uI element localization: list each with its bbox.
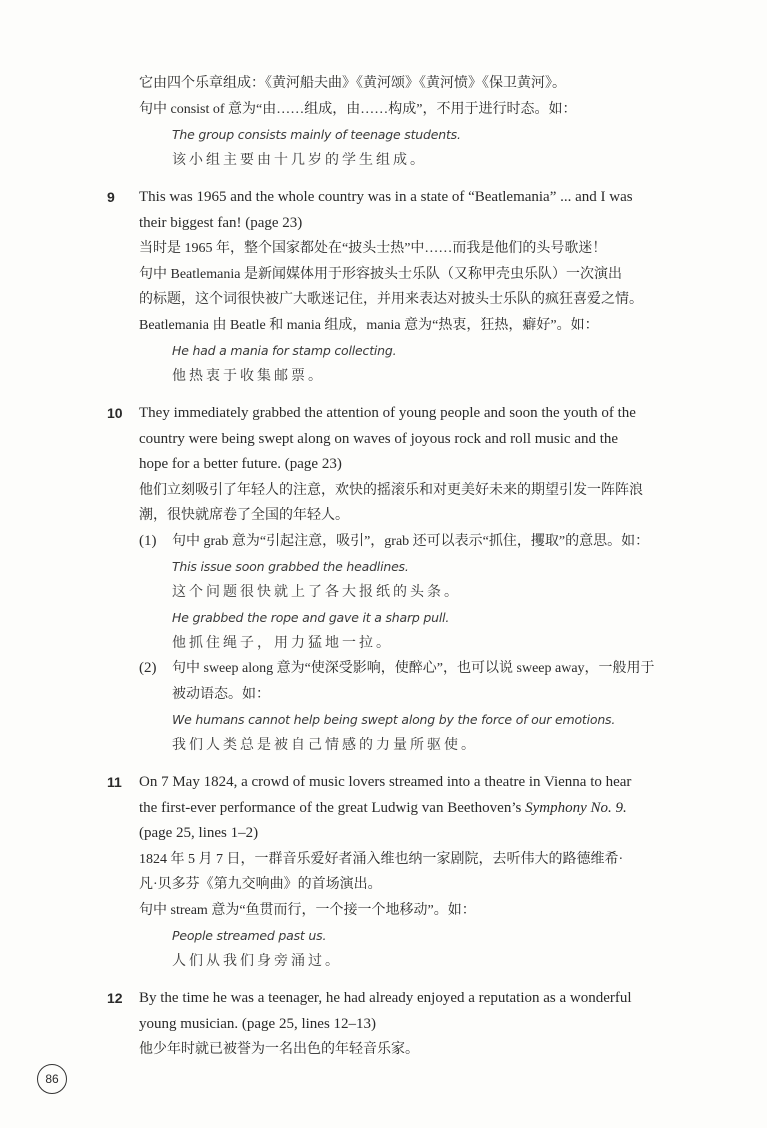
text-line: 他们立刻吸引了年轻人的注意，欢快的摇滚乐和对更美好未来的期望引发一阵阵浪 [139, 482, 643, 498]
example-en: The group consists mainly of teenage students. [172, 127, 461, 142]
text-line: the first-ever performance of the great Ludwig van Beethoven’s Symphony No. 9. [139, 799, 627, 816]
text-line: hope for a better future. (page 23) [139, 456, 342, 472]
item-number: 9 [107, 189, 115, 205]
text-line: 句中 Beatlemania 是新闻媒体用于形容披头士乐队（又称甲壳虫乐队）一次演出 [139, 266, 622, 282]
item-number: 10 [107, 405, 123, 421]
page-content [0, 71, 767, 1063]
note-item-10 [0, 401, 767, 758]
item-number: 12 [107, 990, 123, 1006]
example-zh: 我们人类总是被自己情感的力量所驱使。 [172, 737, 478, 753]
example-zh: 人们从我们身旁涌过。 [172, 953, 342, 969]
text-line: This was 1965 and the whole country was in a state of “Beatlemania” ... and I was [139, 189, 633, 205]
text-line: They immediately grabbed the attention of young people and soon the youth of the [139, 405, 636, 421]
text-span: the first-ever performance of the great Ludwig van Beethoven’s [139, 799, 526, 816]
example-zh: 该小组主要由十几岁的学生组成。 [172, 152, 427, 168]
work-title: Symphony No. 9 [525, 799, 624, 816]
intro-block [0, 71, 767, 173]
sub-point-label: (1) [139, 532, 157, 549]
text-line: 句中 grab 意为“引起注意，吸引”，grab 还可以表示“抓住，攫取”的意思。如： [172, 533, 650, 549]
example-en: This issue soon grabbed the headlines. [172, 559, 409, 574]
text-line: On 7 May 1824, a crowd of music lovers streamed into a theatre in Vienna to hear [139, 774, 632, 790]
text-line: young musician. (page 25, lines 12–13) [139, 1015, 377, 1032]
example-zh: 他抓住绳子，用力猛地一拉。 [172, 635, 393, 651]
text-line: 他少年时就已被誉为一名出色的年轻音乐家。 [139, 1042, 419, 1057]
text-line: 句中 consist of 意为“由……组成，由……构成”，不用于进行时态。如： [139, 101, 577, 117]
text-line: 被动语态。如： [172, 686, 270, 702]
text-line: 句中 sweep along 意为“使深受影响，使醉心”，也可以说 sweep away，一般用于 [172, 661, 655, 676]
text-line: 的标题，这个词很快被广大歌迷记住，并用来表达对披头士乐队的疯狂喜爱之情。 [139, 292, 643, 307]
note-item-9 [0, 185, 767, 389]
example-en: People streamed past us. [172, 928, 327, 943]
example-zh: 这个问题很快就上了各大报纸的头条。 [172, 584, 461, 600]
sub-point-label: (2) [139, 660, 157, 676]
text-line: 当时是 1965 年，整个国家都处在“披头士热”中……而我是他们的头号歌迷！ [139, 241, 607, 256]
text-line: 潮，很快就席卷了全国的年轻人。 [139, 508, 349, 523]
text-line: Beatlemania 由 Beatle 和 mania 组成，mania 意为“热衷，狂热，癖好”。如： [139, 317, 599, 333]
example-zh: 他热衷于收集邮票。 [172, 368, 325, 384]
sub-point-2 [0, 656, 767, 758]
text-line: 句中 stream 意为“鱼贯而行，一个接一个地移动”。如： [139, 902, 476, 918]
example-en: He grabbed the rope and gave it a sharp pull. [172, 610, 450, 625]
example-en: He had a mania for stamp collecting. [172, 343, 397, 358]
item-number: 11 [107, 774, 122, 790]
text-line: country were being swept along on waves of joyous rock and roll music and the [139, 430, 619, 447]
sub-point-1 [0, 529, 767, 657]
page-number: 86 [37, 1064, 67, 1094]
text-line: 1824 年 5 月 7 日，一群音乐爱好者涌入维也纳一家剧院，去听伟大的路德维希· [139, 851, 624, 867]
text-line: (page 25, lines 1–2) [139, 825, 259, 841]
text-line: their biggest fan! (page 23) [139, 214, 303, 231]
note-item-11 [0, 770, 767, 974]
text-line: 凡·贝多芬《第九交响曲》的首场演出。 [139, 877, 382, 892]
example-en: We humans cannot help being swept along by the force of our emotions. [172, 712, 616, 727]
text-line: By the time he was a teenager, he had already enjoyed a reputation as a wonderful [139, 990, 632, 1006]
text-line: 它由四个乐章组成：《黄河船夫曲》《黄河颂》《黄河愤》《保卫黄河》。 [139, 76, 566, 91]
note-item-12 [0, 986, 767, 1063]
